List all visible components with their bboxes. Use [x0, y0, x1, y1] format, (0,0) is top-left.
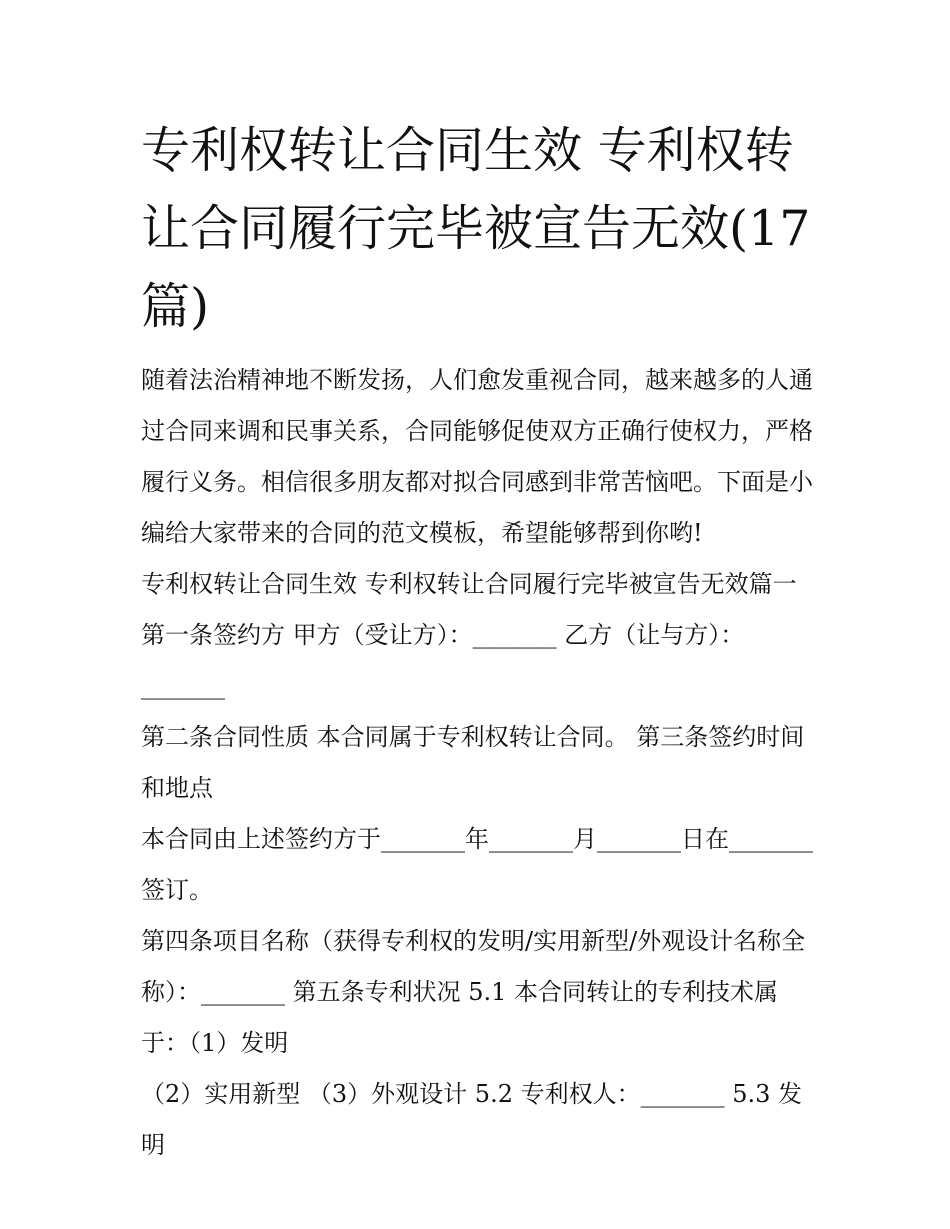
signing-date-paragraph: 本合同由上述签约方于_______年_______月_______日在_______签订。	[141, 825, 813, 904]
document-title: 专利权转让合同生效 专利权转让合同履行完毕被宣告无效(17篇)	[141, 122, 811, 335]
document-body	[141, 355, 821, 1171]
article-one-paragraph: 专利权转让合同生效 专利权转让合同履行完毕被宣告无效篇一 第一条签约方 甲方（受让方）：_______ 乙方（让与方）：_______	[141, 570, 797, 700]
article-four-five-paragraph: 第四条项目名称（获得专利权的发明/实用新型/外观设计名称全称）：_______ 第五条专利状况 5.1 本合同转让的专利技术属于：（1）发明	[141, 927, 806, 1057]
patent-type-paragraph: （2）实用新型 （3）外观设计 5.2 专利权人：_______ 5.3 发明	[141, 1080, 803, 1159]
article-two-three-paragraph: 第二条合同性质 本合同属于专利权转让合同。 第三条签约时间和地点	[141, 723, 805, 802]
intro-paragraph: 随着法治精神地不断发扬，人们愈发重视合同，越来越多的人通过合同来调和民事关系，合同能够促使双方正确行使权力，严格履行义务。相信很多朋友都对拟合同感到非常苦恼吧。下面是小编给大家带来的合同的范文模板，希望能够帮到你哟!	[141, 366, 813, 547]
